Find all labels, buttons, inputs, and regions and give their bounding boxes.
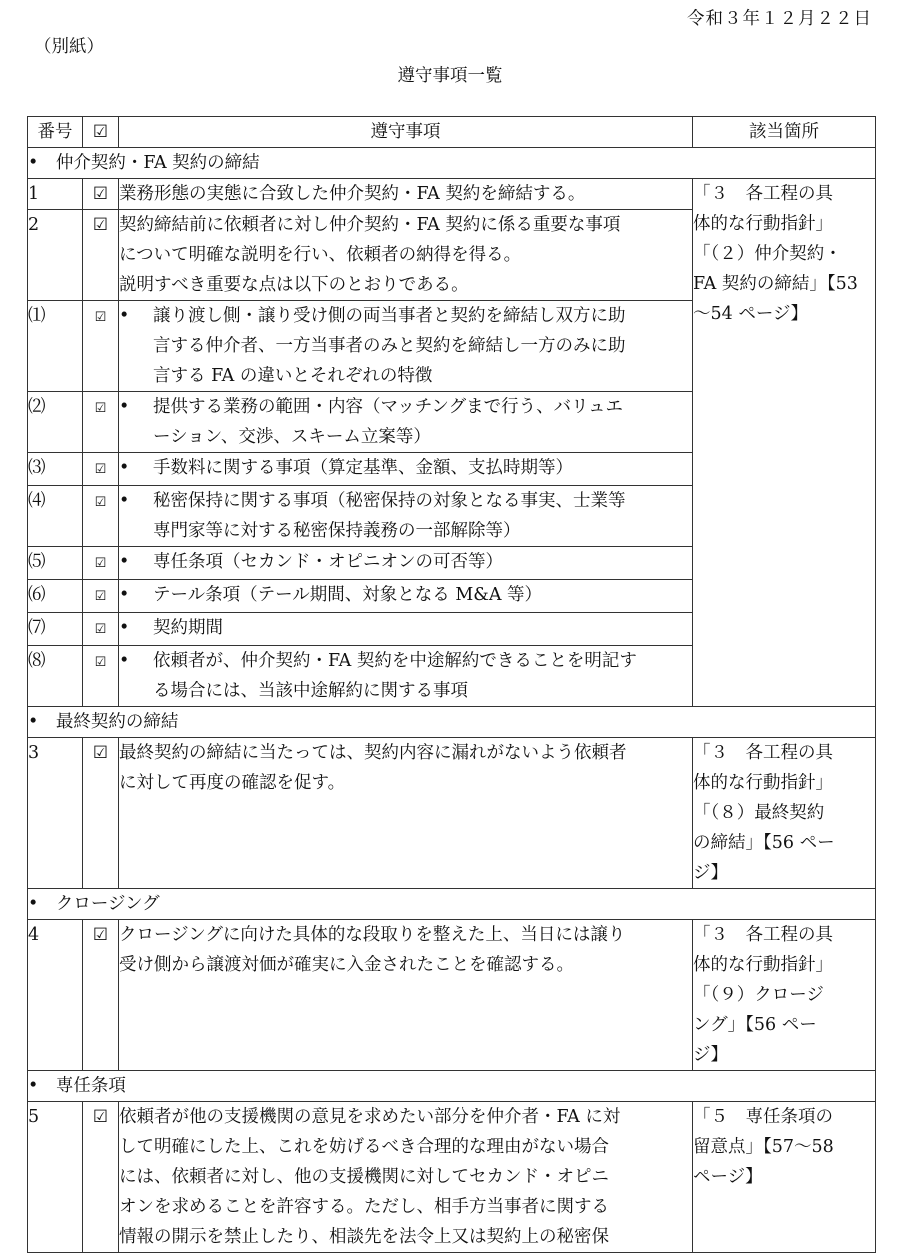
sub-text-line: 手数料に関する事項（算定基準、金額、支払時期等）: [153, 458, 573, 478]
section-title: • 専任条項: [28, 1071, 876, 1102]
reference-line: ング」【56 ペー: [693, 1015, 817, 1035]
table-row: [28, 738, 876, 889]
sub-number: ⑺: [28, 613, 83, 646]
reference-line: 体的な行動指針」: [693, 955, 833, 975]
row-check[interactable]: [83, 210, 119, 301]
reference-line: ジ】: [693, 1045, 728, 1065]
sub-number: ⑶: [28, 453, 83, 486]
sub-text-line: テール条項（テール期間、対象となる M&A 等）: [153, 585, 543, 605]
sub-text: [119, 486, 693, 547]
reference-line: 留意点」【57～58: [693, 1137, 834, 1157]
reference-line: FA 契約の締結」【53: [693, 274, 858, 294]
reference-line: ～54 ページ】: [693, 304, 808, 324]
checkbox-icon[interactable]: ☑: [94, 622, 107, 637]
checkbox-icon[interactable]: ☑: [94, 495, 107, 510]
sub-number: ⑹: [28, 580, 83, 613]
row-text: [119, 1102, 693, 1253]
section-row: [28, 889, 876, 920]
row-text: [119, 738, 693, 889]
row-check[interactable]: [83, 179, 119, 210]
reference-line: 体的な行動指針」: [693, 214, 833, 234]
row-text-line: クロージングに向けた具体的な段取りを整えた上、当日には譲り: [119, 925, 626, 945]
sub-text-line: ーション、交渉、スキーム立案等）: [153, 427, 431, 447]
row-number: 2: [28, 210, 83, 301]
sub-text: [119, 301, 693, 392]
reference-line: 「（８）最終契約: [693, 803, 825, 823]
bullet-icon: •: [119, 491, 130, 511]
header-number: 番号: [28, 117, 83, 148]
bullet-icon: •: [119, 585, 130, 605]
sub-text-line: 言する FA の違いとそれぞれの特徴: [153, 366, 433, 386]
sub-number: ⑷: [28, 486, 83, 547]
reference-line: 「（９）クロージ: [693, 985, 824, 1005]
row-text-line: 契約締結前に依頼者に対し仲介契約・FA 契約に係る重要な事項: [119, 215, 621, 235]
row-text-line: 最終契約の締結に当たっては、契約内容に漏れがないよう依頼者: [119, 743, 627, 763]
section-row: [28, 148, 876, 179]
row-check[interactable]: [83, 920, 119, 1071]
row-text-line: オンを求めることを許容する。ただし、相手方当事者に関する: [119, 1197, 609, 1217]
sub-number: ⑴: [28, 301, 83, 392]
document-title: 遵守事項一覧: [397, 66, 503, 86]
sub-text: [119, 547, 693, 580]
reference-line: 「３ 各工程の具: [693, 184, 833, 204]
row-check[interactable]: [83, 1102, 119, 1253]
bullet-icon: •: [119, 397, 130, 417]
document-date: 令和３年１２月２２日: [687, 9, 872, 29]
reference-line: 「３ 各工程の具: [693, 743, 833, 763]
header-item: 遵守事項: [119, 117, 693, 148]
sub-text: [119, 580, 693, 613]
sub-text-line: 依頼者が、仲介契約・FA 契約を中途解約できることを明記す: [153, 651, 637, 671]
reference-line: 「５ 専任条項の: [693, 1107, 833, 1127]
sub-text: [119, 453, 693, 486]
checkbox-icon[interactable]: ☑: [92, 184, 109, 204]
section-row: [28, 1071, 876, 1102]
sub-number: ⑻: [28, 646, 83, 707]
checkbox-icon[interactable]: ☑: [94, 462, 107, 477]
sub-text-line: 譲り渡し側・譲り受け側の両当事者と契約を締結し双方に助: [153, 306, 626, 326]
checkbox-icon[interactable]: ☑: [94, 655, 107, 670]
row-check[interactable]: [83, 547, 119, 580]
sub-number: ⑸: [28, 547, 83, 580]
bullet-icon: •: [119, 458, 130, 478]
row-text: [119, 920, 693, 1071]
sub-text-line: 言する仲介者、一方当事者のみと契約を締結し一方のみに助: [153, 336, 626, 356]
row-check[interactable]: [83, 301, 119, 392]
row-text-line: 受け側から譲渡対価が確実に入金されたことを確認する。: [119, 955, 574, 975]
sub-text: [119, 613, 693, 646]
checkbox-icon[interactable]: ☑: [92, 215, 109, 235]
checkbox-icon[interactable]: ☑: [92, 743, 109, 763]
row-check[interactable]: [83, 486, 119, 547]
sub-number: ⑵: [28, 392, 83, 453]
reference-line: ページ】: [693, 1167, 763, 1187]
reference-cell: [693, 920, 876, 1071]
checkbox-icon[interactable]: ☑: [94, 589, 107, 604]
reference-cell: [693, 1102, 876, 1253]
section-title: • 仲介契約・FA 契約の締結: [28, 148, 876, 179]
sub-text-line: 秘密保持に関する事項（秘密保持の対象となる事実、士業等: [153, 491, 626, 511]
section-title: • 最終契約の締結: [28, 707, 876, 738]
reference-line: 体的な行動指針」: [693, 773, 833, 793]
sub-text-line: る場合には、当該中途解約に関する事項: [153, 681, 468, 701]
table-row: [28, 179, 876, 210]
row-text-line: 依頼者が他の支援機関の意見を求めたい部分を仲介者・FA に対: [119, 1107, 621, 1127]
checkbox-icon[interactable]: ☑: [94, 556, 107, 571]
row-text-line: 情報の開示を禁止したり、相談先を法令上又は契約上の秘密保: [119, 1227, 609, 1247]
header-row: [28, 117, 876, 148]
checkbox-icon[interactable]: ☑: [94, 310, 107, 325]
row-text-line: には、依頼者に対し、他の支援機関に対してセカンド・オピニ: [119, 1167, 609, 1187]
bullet-icon: •: [119, 306, 130, 326]
bullet-icon: •: [119, 618, 130, 638]
header-reference: 該当箇所: [693, 117, 876, 148]
sub-text-line: 専門家等に対する秘密保持義務の一部解除等）: [153, 521, 521, 541]
sub-text: [119, 392, 693, 453]
checkbox-icon[interactable]: ☑: [92, 925, 109, 945]
section-row: [28, 707, 876, 738]
compliance-table: [27, 116, 876, 1253]
header-check: [83, 117, 119, 148]
checkbox-icon[interactable]: ☑: [94, 401, 107, 416]
checkbox-icon[interactable]: ☑: [92, 1107, 109, 1127]
reference-cell: [693, 738, 876, 889]
row-check[interactable]: [83, 738, 119, 889]
reference-line: の締結」【56 ペー: [693, 833, 835, 853]
bullet-icon: •: [119, 651, 130, 671]
bullet-icon: •: [119, 552, 130, 572]
row-number: 5: [28, 1102, 83, 1253]
row-check[interactable]: [83, 613, 119, 646]
row-text: [119, 210, 693, 301]
sub-text-line: 提供する業務の範囲・内容（マッチングまで行う、バリュエ: [153, 397, 624, 417]
attachment-label: （別紙）: [34, 37, 104, 57]
table-row: [28, 1102, 876, 1253]
row-number: 4: [28, 920, 83, 1071]
row-check[interactable]: [83, 646, 119, 707]
row-text-line: して明確にした上、これを妨げるべき合理的な理由がない場合: [119, 1137, 609, 1157]
row-number: 1: [28, 179, 83, 210]
row-check[interactable]: [83, 453, 119, 486]
row-check[interactable]: [83, 580, 119, 613]
reference-line: 「（２）仲介契約・: [693, 244, 842, 264]
reference-line: ジ】: [693, 863, 728, 883]
row-text: 業務形態の実態に合致した仲介契約・FA 契約を締結する。: [119, 179, 693, 210]
row-text-line: について明確な説明を行い、依頼者の納得を得る。: [119, 245, 522, 265]
reference-line: 「３ 各工程の具: [693, 925, 833, 945]
checkbox-icon: ☑: [92, 122, 109, 142]
section-title: • クロージング: [28, 889, 876, 920]
row-text-line: 説明すべき重要な点は以下のとおりである。: [119, 275, 469, 295]
row-number: 3: [28, 738, 83, 889]
sub-text-line: 専任条項（セカンド・オピニオンの可否等）: [153, 552, 503, 572]
sub-text: [119, 646, 693, 707]
sub-text-line: 契約期間: [153, 618, 223, 638]
row-text-line: に対して再度の確認を促す。: [119, 773, 346, 793]
reference-cell: [693, 179, 876, 707]
row-check[interactable]: [83, 392, 119, 453]
table-row: [28, 920, 876, 1071]
